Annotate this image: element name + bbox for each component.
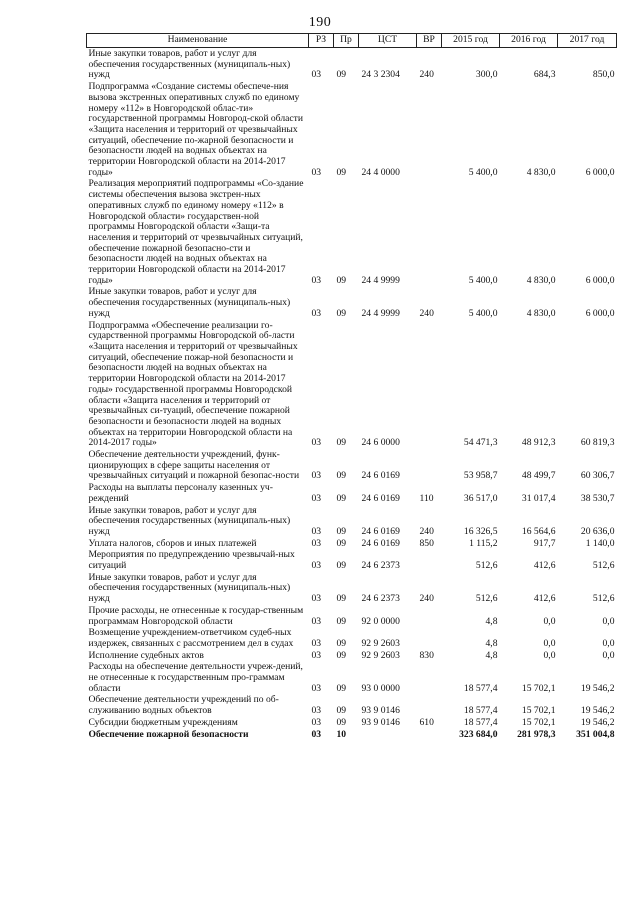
- row-cst: 93 9 0146: [361, 705, 400, 717]
- row-rz: 03: [311, 705, 322, 717]
- header-2015: 2015 год: [442, 34, 500, 48]
- table-row: [87, 482, 617, 504]
- row-value-2015: 4,8: [485, 649, 498, 661]
- table-row: [87, 605, 617, 627]
- row-name: Уплата налогов, сборов и иных платежей: [88, 537, 257, 549]
- row-name: Иные закупки товаров, работ и услуг для обеспечения государственных (муниципаль-ных) нужд: [88, 286, 291, 319]
- row-value-2017: 6 000,0: [585, 274, 615, 286]
- row-pr: 09: [336, 560, 347, 572]
- row-name: Исполнение судебных актов: [88, 649, 204, 661]
- row-pr: 09: [336, 716, 347, 728]
- row-value-2016: 31 017,4: [521, 492, 556, 504]
- row-rz: 03: [311, 274, 322, 286]
- row-name: Расходы на выплаты персоналу казенных уч-реждений: [88, 482, 273, 504]
- row-value-2016: 15 702,1: [521, 682, 556, 694]
- row-value-2017: 512,6: [592, 593, 615, 605]
- row-value-2017: 19 546,2: [580, 682, 615, 694]
- row-pr: 09: [336, 492, 347, 504]
- row-cst: 92 0 0000: [361, 615, 400, 627]
- row-pr: 09: [336, 682, 347, 694]
- row-cst: 24 4 0000: [361, 166, 400, 178]
- row-value-2015: 5 400,0: [468, 307, 498, 319]
- row-value-2016: 48 499,7: [521, 470, 556, 482]
- row-pr: 09: [336, 537, 347, 549]
- row-cst: 24 6 0000: [361, 437, 400, 449]
- row-value-2017: 1 140,0: [585, 537, 615, 549]
- row-value-2015: 36 517,0: [463, 492, 498, 504]
- row-value-2015: 300,0: [475, 69, 498, 81]
- row-name: Расходы на обеспечение деятельности учреж-дений, не отнесенные к государственным про-граммам области: [88, 661, 303, 694]
- row-rz: 03: [311, 716, 322, 728]
- row-name: Иные закупки товаров, работ и услуг для обеспечения государственных (муниципаль-ных) нужд: [88, 48, 291, 81]
- table-row: [87, 449, 617, 482]
- row-pr: 09: [336, 593, 347, 605]
- row-value-2015: 18 577,4: [463, 705, 498, 717]
- row-pr: 09: [336, 470, 347, 482]
- row-rz: 03: [311, 637, 322, 649]
- row-rz: 03: [311, 682, 322, 694]
- row-name: Обеспечение деятельности учреждений, функ-ционирующих в сфере защиты населения от чрезвычайных ситуаций и пожарной безопас-ности: [88, 449, 300, 482]
- row-value-2016: 281 978,3: [517, 728, 556, 740]
- row-value-2015: 5 400,0: [468, 274, 498, 286]
- header-vr: ВР: [417, 34, 442, 48]
- table-row: [87, 549, 617, 571]
- row-pr: 09: [336, 307, 347, 319]
- row-cst: 24 3 2304: [361, 69, 400, 81]
- table-row: [87, 320, 617, 449]
- row-value-2017: 38 530,7: [580, 492, 615, 504]
- row-vr: 110: [419, 492, 434, 504]
- row-value-2016: 917,7: [533, 537, 556, 549]
- row-rz: 03: [311, 437, 322, 449]
- row-rz: 03: [311, 307, 322, 319]
- row-value-2017: 6 000,0: [585, 307, 615, 319]
- row-value-2016: 4 830,0: [526, 274, 556, 286]
- row-rz: 03: [311, 560, 322, 572]
- row-cst: 24 6 2373: [361, 560, 400, 572]
- table-row: [87, 650, 617, 662]
- header-2016: 2016 год: [500, 34, 558, 48]
- budget-table: [86, 33, 617, 740]
- row-pr: 09: [336, 69, 347, 81]
- row-value-2015: 512,6: [475, 560, 498, 572]
- row-pr: 09: [336, 637, 347, 649]
- row-pr: 09: [336, 274, 347, 286]
- row-vr: 240: [419, 525, 434, 537]
- row-rz: 03: [311, 728, 322, 740]
- row-cst: 24 6 2373: [361, 593, 400, 605]
- row-vr: [417, 178, 442, 286]
- row-value-2017: 19 546,2: [580, 716, 615, 728]
- row-vr: [417, 661, 442, 694]
- row-value-2017: 60 306,7: [580, 470, 615, 482]
- row-cst: 24 6 0169: [361, 525, 400, 537]
- row-vr: [417, 81, 442, 178]
- row-value-2015: 53 958,7: [463, 470, 498, 482]
- table-row: [87, 81, 617, 178]
- row-value-2016: 15 702,1: [521, 716, 556, 728]
- row-vr: [417, 549, 442, 571]
- row-value-2016: 412,6: [533, 560, 556, 572]
- header-rz: РЗ: [309, 34, 334, 48]
- row-value-2017: 0,0: [602, 615, 615, 627]
- table-row: [87, 286, 617, 319]
- row-vr: [417, 627, 442, 649]
- row-pr: 09: [336, 437, 347, 449]
- row-value-2017: 6 000,0: [585, 166, 615, 178]
- row-rz: 03: [311, 69, 322, 81]
- table-row: [87, 505, 617, 538]
- row-vr: [417, 729, 442, 741]
- row-cst: [359, 729, 417, 741]
- table-row: [87, 538, 617, 550]
- header-name: Наименование: [87, 34, 309, 48]
- table-total-row: [87, 729, 617, 741]
- row-cst: 92 9 2603: [361, 637, 400, 649]
- table-body: [87, 48, 617, 741]
- row-vr: 240: [419, 307, 434, 319]
- row-cst: 24 6 0169: [361, 537, 400, 549]
- row-value-2016: 48 912,3: [521, 437, 556, 449]
- row-value-2015: 5 400,0: [468, 166, 498, 178]
- row-value-2015: 1 115,2: [469, 537, 498, 549]
- row-value-2015: 18 577,4: [463, 716, 498, 728]
- row-name: Субсидии бюджетным учреждениям: [88, 716, 238, 728]
- row-rz: 03: [311, 166, 322, 178]
- row-vr: 610: [419, 716, 434, 728]
- row-value-2016: 684,3: [533, 69, 556, 81]
- row-value-2015: 512,6: [475, 593, 498, 605]
- row-cst: 93 0 0000: [361, 682, 400, 694]
- row-cst: 24 4 9999: [361, 274, 400, 286]
- row-value-2017: 19 546,2: [580, 705, 615, 717]
- row-value-2017: 351 004,8: [576, 728, 615, 740]
- row-rz: 03: [311, 615, 322, 627]
- row-vr: [417, 320, 442, 449]
- row-cst: 24 4 9999: [361, 307, 400, 319]
- row-value-2017: 20 636,0: [580, 525, 615, 537]
- header-pr: Пр: [334, 34, 359, 48]
- row-rz: 03: [311, 537, 322, 549]
- table-row: [87, 661, 617, 694]
- row-vr: [417, 694, 442, 716]
- row-pr: 09: [336, 166, 347, 178]
- row-pr: 10: [336, 728, 347, 740]
- table-row: [87, 627, 617, 649]
- table-row: [87, 694, 617, 716]
- row-cst: 93 9 0146: [361, 716, 400, 728]
- row-rz: 03: [311, 649, 322, 661]
- header-cst: ЦСТ: [359, 34, 417, 48]
- row-name: Реализация мероприятий подпрограммы «Со-здание системы обеспечения вызова экстрен-ных оперативных служб по единому номеру «112» в Новгородской области» государствен-ной программы Новгородской области «Защи-та населения и территорий от чрезвычайных ситуаций, обеспечение пожарной безопасно-сти и безопасности людей на водных объектах на территории Новгородской области на 2014-2017 годы»: [88, 178, 304, 286]
- row-vr: 240: [419, 69, 434, 81]
- row-cst: 24 6 0169: [361, 470, 400, 482]
- row-value-2015: 323 684,0: [459, 728, 498, 740]
- table-row: [87, 572, 617, 605]
- row-value-2016: 16 564,6: [521, 525, 556, 537]
- row-value-2016: 4 830,0: [526, 166, 556, 178]
- row-value-2015: 4,8: [485, 615, 498, 627]
- row-value-2017: 0,0: [602, 649, 615, 661]
- row-value-2016: 0,0: [543, 637, 556, 649]
- row-name: Прочие расходы, не отнесенные к государ-ственным программам Новгородской области: [88, 604, 304, 627]
- row-name: Подпрограмма «Создание системы обеспече-ния вызова экстренных оперативных служб по единому номеру «112» в Новгородской облас-ти» государственной программы Новгород-ской области «Защита населения и территорий от чрезвычайных ситуаций, обеспечение по-жарной безопасности и безопасности людей на водных объектах на территории Новгородской области на 2014-2017 годы»: [88, 81, 303, 178]
- table-header: [87, 34, 617, 48]
- row-value-2017: 512,6: [592, 560, 615, 572]
- row-pr: 09: [336, 525, 347, 537]
- row-rz: 03: [311, 470, 322, 482]
- row-vr: 830: [419, 649, 434, 661]
- row-rz: 03: [311, 492, 322, 504]
- row-value-2016: 0,0: [543, 649, 556, 661]
- table-row: [87, 178, 617, 286]
- row-value-2016: 15 702,1: [521, 705, 556, 717]
- row-name: Иные закупки товаров, работ и услуг для обеспечения государственных (муниципаль-ных) нужд: [88, 571, 291, 605]
- row-name: Обеспечение пожарной безопасности: [88, 728, 249, 740]
- row-name: Мероприятия по предупреждению чрезвычай-ных ситуаций: [88, 549, 295, 572]
- row-rz: 03: [311, 593, 322, 605]
- row-cst: 24 6 0169: [361, 492, 400, 504]
- row-name: Иные закупки товаров, работ и услуг для обеспечения государственных (муниципаль-ных) нужд: [88, 504, 291, 537]
- row-vr: 850: [419, 537, 434, 549]
- row-cst: 92 9 2603: [361, 649, 400, 661]
- row-value-2017: 0,0: [602, 637, 615, 649]
- row-pr: 09: [336, 705, 347, 717]
- row-value-2016: 4 830,0: [526, 307, 556, 319]
- row-value-2015: 16 326,5: [463, 525, 498, 537]
- row-value-2016: 412,6: [533, 593, 556, 605]
- row-rz: 03: [311, 525, 322, 537]
- header-2017: 2017 год: [558, 34, 617, 48]
- row-name: Возмещение учреждением-ответчиком судеб-ных издержек, связанных с рассмотрением дел в судах: [88, 627, 294, 649]
- row-value-2017: 850,0: [592, 69, 615, 81]
- row-value-2015: 18 577,4: [463, 682, 498, 694]
- row-value-2017: 60 819,3: [580, 437, 615, 449]
- row-name: Обеспечение деятельности учреждений по об-служиванию водных объектов: [88, 694, 279, 717]
- table-row: [87, 48, 617, 82]
- row-vr: [417, 449, 442, 482]
- row-value-2015: 54 471,3: [463, 437, 498, 449]
- table-row: [87, 717, 617, 729]
- row-vr: 240: [419, 593, 434, 605]
- row-vr: [417, 605, 442, 627]
- row-pr: 09: [336, 649, 347, 661]
- row-name: Подпрограмма «Обеспечение реализации го-сударственной программы Новгородской об-ласти «Защита населения и территорий от чрезвычайных ситуаций, обеспечение пожар-ной безопасности и безопасности людей на водных объектах на территории Новгородской области на 2014-2017 годы» государственной программы Новгородской области «Защита населения и территорий от чрезвычайных си-туаций, обеспечение пожарной безопасности и безопасности людей на водных объектах на территории Новгородской области на 2014-2017 годы»: [88, 319, 298, 449]
- page-number: 190: [308, 15, 332, 30]
- row-value-2016: 0,0: [543, 615, 556, 627]
- row-pr: 09: [336, 615, 347, 627]
- row-value-2015: 4,8: [485, 637, 498, 649]
